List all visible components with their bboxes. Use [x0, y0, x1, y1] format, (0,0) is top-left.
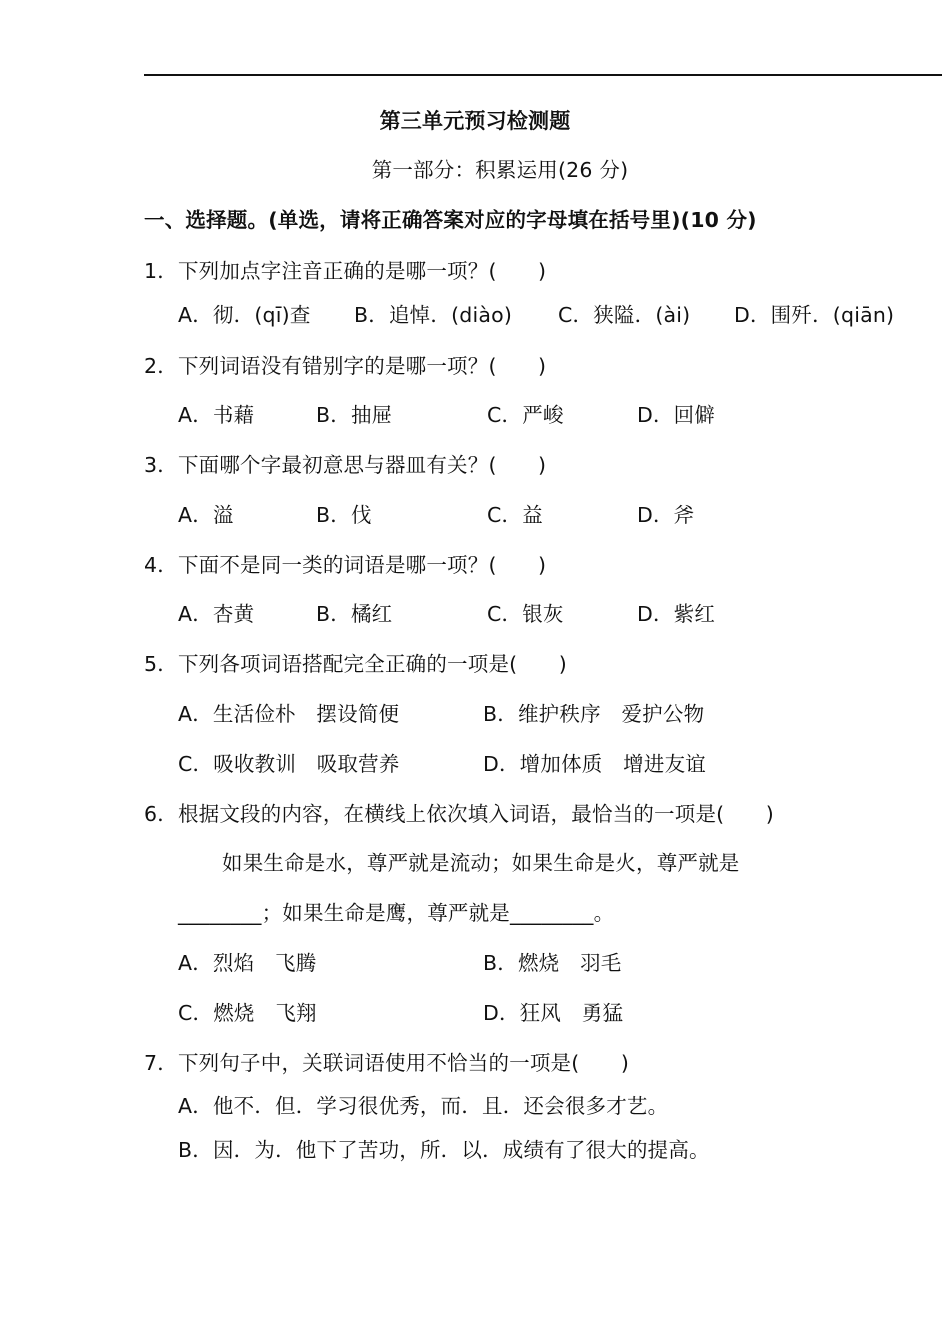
part-heading: 第一部分：积累运用(26 分)	[371, 158, 629, 182]
question-5-stem: 5．下列各项词语搭配完全正确的一项是( )	[144, 652, 567, 676]
question-2-option-d: D．回僻	[637, 403, 716, 427]
question-4-option-c: C．银灰	[487, 602, 564, 626]
question-3-option-b: B．伐	[316, 503, 372, 527]
question-3-option-d: D．斧	[637, 503, 695, 527]
question-6-option-b: B．燃烧 羽毛	[483, 951, 622, 975]
question-1-option-a: A．彻．(qī)查	[178, 303, 311, 327]
question-6-passage-line-1: 如果生命是水，尊严就是流动；如果生命是火，尊严就是	[222, 851, 740, 875]
question-1-option-b: B．追悼．(diào)	[354, 303, 513, 327]
page-title: 第三单元预习检测题	[379, 109, 571, 133]
question-4-option-b: B．橘红	[316, 602, 393, 626]
question-4-stem: 4．下面不是同一类的词语是哪一项？( )	[144, 553, 547, 577]
header-rule	[144, 74, 942, 76]
question-2-option-c: C．严峻	[487, 403, 564, 427]
question-2-option-b: B．抽屉	[316, 403, 393, 427]
question-5-option-b: B．维护秩序 爱护公物	[483, 702, 705, 726]
question-7-option-b: B．因．为．他下了苦功，所．以．成绩有了很大的提高。	[178, 1138, 710, 1162]
question-7-stem: 7．下列句子中，关联词语使用不恰当的一项是( )	[144, 1051, 630, 1075]
question-1-stem: 1．下列加点字注音正确的是哪一项？( )	[144, 259, 547, 283]
section-heading: 一、选择题。(单选，请将正确答案对应的字母填在括号里)(10 分)	[144, 208, 757, 232]
question-7-option-a: A．他不．但．学习很优秀，而．且．还会很多才艺。	[178, 1094, 669, 1118]
question-1-option-d: D．围歼．(qiān)	[734, 303, 895, 327]
question-6-option-d: D．狂风 勇猛	[483, 1001, 624, 1025]
question-3-stem: 3．下面哪个字最初意思与器皿有关？( )	[144, 453, 547, 477]
question-6-passage-line-2: ________；如果生命是鹰，尊严就是________。	[178, 901, 615, 925]
question-5-option-d: D．增加体质 增进友谊	[483, 752, 706, 776]
question-4-option-a: A．杏黄	[178, 602, 255, 626]
question-2-option-a: A．书藉	[178, 403, 255, 427]
question-5-option-a: A．生活俭朴 摆设简便	[178, 702, 400, 726]
question-6-option-c: C．燃烧 飞翔	[178, 1001, 317, 1025]
question-4-option-d: D．紫红	[637, 602, 716, 626]
question-1-option-c: C．狭隘．(ài)	[558, 303, 691, 327]
question-6-stem: 6．根据文段的内容，在横线上依次填入词语，最恰当的一项是( )	[144, 802, 774, 826]
question-3-option-c: C．益	[487, 503, 543, 527]
question-2-stem: 2．下列词语没有错别字的是哪一项？( )	[144, 354, 547, 378]
question-5-option-c: C．吸收教训 吸取营养	[178, 752, 400, 776]
question-3-option-a: A．溢	[178, 503, 234, 527]
question-6-option-a: A．烈焰 飞腾	[178, 951, 317, 975]
